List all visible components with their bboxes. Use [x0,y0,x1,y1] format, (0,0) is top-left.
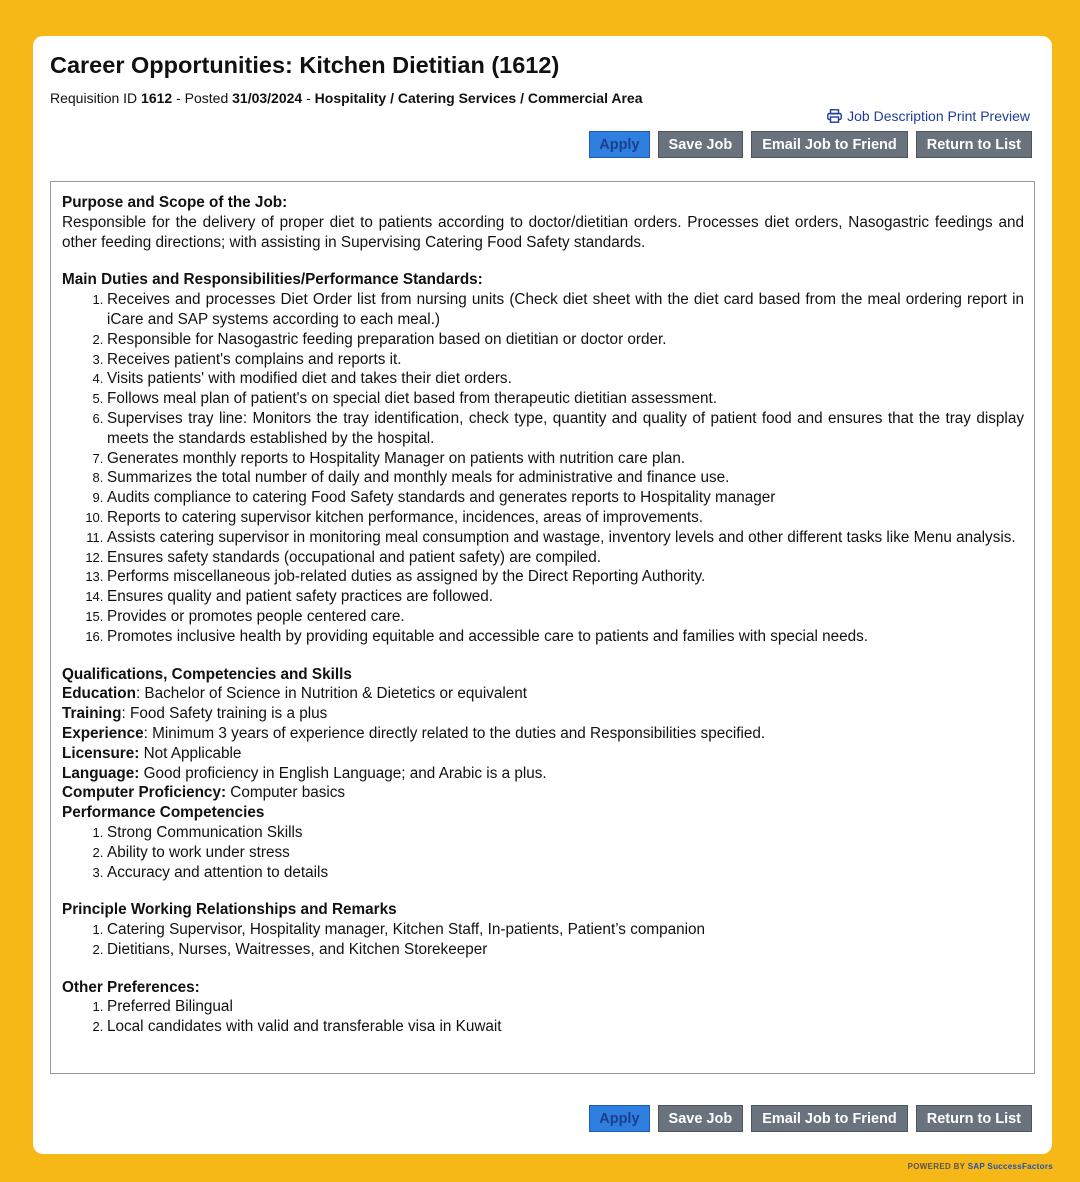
list-item: 12. Ensures safety standards (occupational and patient safety) are compiled. [107,548,1024,568]
preferences-list [62,997,1024,1037]
computer-label: Computer Proficiency: [62,784,227,802]
sap-logo: SAP SuccessFactors [967,1162,1053,1171]
list-item: 9. Audits compliance to catering Food Safety standards and generates reports to Hospitality manager [107,488,1024,508]
list-item: 8. Summarizes the total number of daily and monthly meals for administrative and finance use. [107,468,1024,488]
list-item: 1. Preferred Bilingual [107,997,1024,1017]
computer-value: Computer basics [226,784,346,802]
save-job-button-bottom[interactable]: Save Job [658,1105,744,1132]
return-to-list-button-bottom[interactable]: Return to List [916,1105,1032,1132]
return-to-list-button[interactable]: Return to List [916,131,1032,158]
list-item: 3. Accuracy and attention to details [107,863,1024,883]
relationships-list [62,920,1024,960]
requisition-id: 1612 [141,90,173,106]
posted-date: 31/03/2024 [232,90,303,106]
list-item: 6. Supervises tray line: Monitors the tray identification, check type, quantity and quality of patient food and ensures that the tray display meets the standards established by the hospital. [107,409,1024,449]
list-item: 1. Receives and processes Diet Order list from nursing units (Check diet sheet with the diet card based from the meal ordering report in iCare and SAP systems according to each meal.) [107,290,1024,330]
list-item: 13. Performs miscellaneous job-related duties as assigned by the Direct Reporting Authority. [107,567,1024,587]
list-item: 2. Responsible for Nasogastric feeding preparation based on dietitian or doctor order. [107,330,1024,350]
apply-button-bottom[interactable]: Apply [589,1105,649,1132]
computer-line [62,783,1024,803]
list-item: 11. Assists catering supervisor in monitoring meal consumption and wastage, inventory levels and other different tasks like Menu analysis. [107,528,1024,548]
education-line [62,684,1024,704]
top-button-row [589,131,1032,158]
job-description [50,181,1035,1074]
list-item: 1. Strong Communication Skills [107,823,1024,843]
powered-by-footer [908,1162,1053,1171]
email-job-button-bottom[interactable]: Email Job to Friend [751,1105,908,1132]
list-item: 7. Generates monthly reports to Hospitality Manager on patients with nutrition care plan. [107,449,1024,469]
qualifications-heading: Qualifications, Competencies and Skills [62,665,352,683]
training-label: Training [62,705,122,723]
email-job-button[interactable]: Email Job to Friend [751,131,908,158]
list-item: 3. Receives patient's complains and reports it. [107,350,1024,370]
posted-label: - Posted [176,90,229,106]
list-item: 2. Ability to work under stress [107,843,1024,863]
training-line [62,704,1024,724]
experience-label: Experience [62,724,144,742]
relationships-heading: Principle Working Relationships and Remarks [62,901,397,919]
list-item: 14. Ensures quality and patient safety practices are followed. [107,587,1024,607]
duties-list [62,290,1024,646]
list-item: 5. Follows meal plan of patient's on special diet based from therapeutic dietitian assessment. [107,389,1024,409]
education-value: : Bachelor of Science in Nutrition & Dietetics or equivalent [135,685,528,703]
licensure-value: Not Applicable [139,744,242,762]
job-category: Hospitality / Catering Services / Commercial Area [314,90,643,106]
list-item: 15. Provides or promotes people centered care. [107,607,1024,627]
language-line [62,764,1024,784]
apply-button[interactable]: Apply [589,131,649,158]
purpose-text: Responsible for the delivery of proper diet to patients according to doctor/dietitian orders. Processes diet orders, Nasogastric feedings and other feeding directions; with assisting in Supervising Catering Food Safety standards. [62,213,1024,251]
page-title: Career Opportunities: Kitchen Dietitian (1612) [50,52,560,78]
list-item: 2. Local candidates with valid and transferable visa in Kuwait [107,1017,1024,1037]
powered-by-label: POWERED BY [907,1162,966,1171]
licensure-label: Licensure: [62,744,140,762]
list-item: 2. Dietitians, Nurses, Waitresses, and Kitchen Storekeeper [107,940,1024,960]
print-preview-link[interactable] [827,108,1030,124]
list-item: 16. Promotes inclusive health by providing equitable and accessible care to patients and families with special needs. [107,627,1024,647]
licensure-line [62,744,1024,764]
bottom-button-row [589,1105,1032,1132]
training-value: : Food Safety training is a plus [121,705,328,723]
requisition-meta [50,90,643,106]
purpose-heading: Purpose and Scope of the Job: [62,194,288,211]
language-value: Good proficiency in English Language; and Arabic is a plus. [139,764,547,782]
print-preview-label: Job Description Print Preview [847,108,1030,124]
experience-line [62,724,1024,744]
meta-separator: - [306,90,311,106]
duties-heading: Main Duties and Responsibilities/Performance Standards: [62,271,483,289]
education-label: Education [62,685,136,703]
job-card [33,36,1052,1154]
list-item: 10. Reports to catering supervisor kitchen performance, incidences, areas of improvements. [107,508,1024,528]
save-job-button[interactable]: Save Job [658,131,744,158]
competencies-list [62,823,1024,882]
list-item: 1. Catering Supervisor, Hospitality manager, Kitchen Staff, In-patients, Patient’s companion [107,920,1024,940]
experience-value: : Minimum 3 years of experience directly related to the duties and Responsibilities specified. [143,724,766,742]
language-label: Language: [62,764,140,782]
requisition-label: Requisition ID [50,90,138,106]
competencies-heading: Performance Competencies [62,804,265,822]
list-item: 4. Visits patients' with modified diet and takes their diet orders. [107,369,1024,389]
preferences-heading: Other Preferences: [62,978,200,996]
printer-icon [827,108,847,124]
